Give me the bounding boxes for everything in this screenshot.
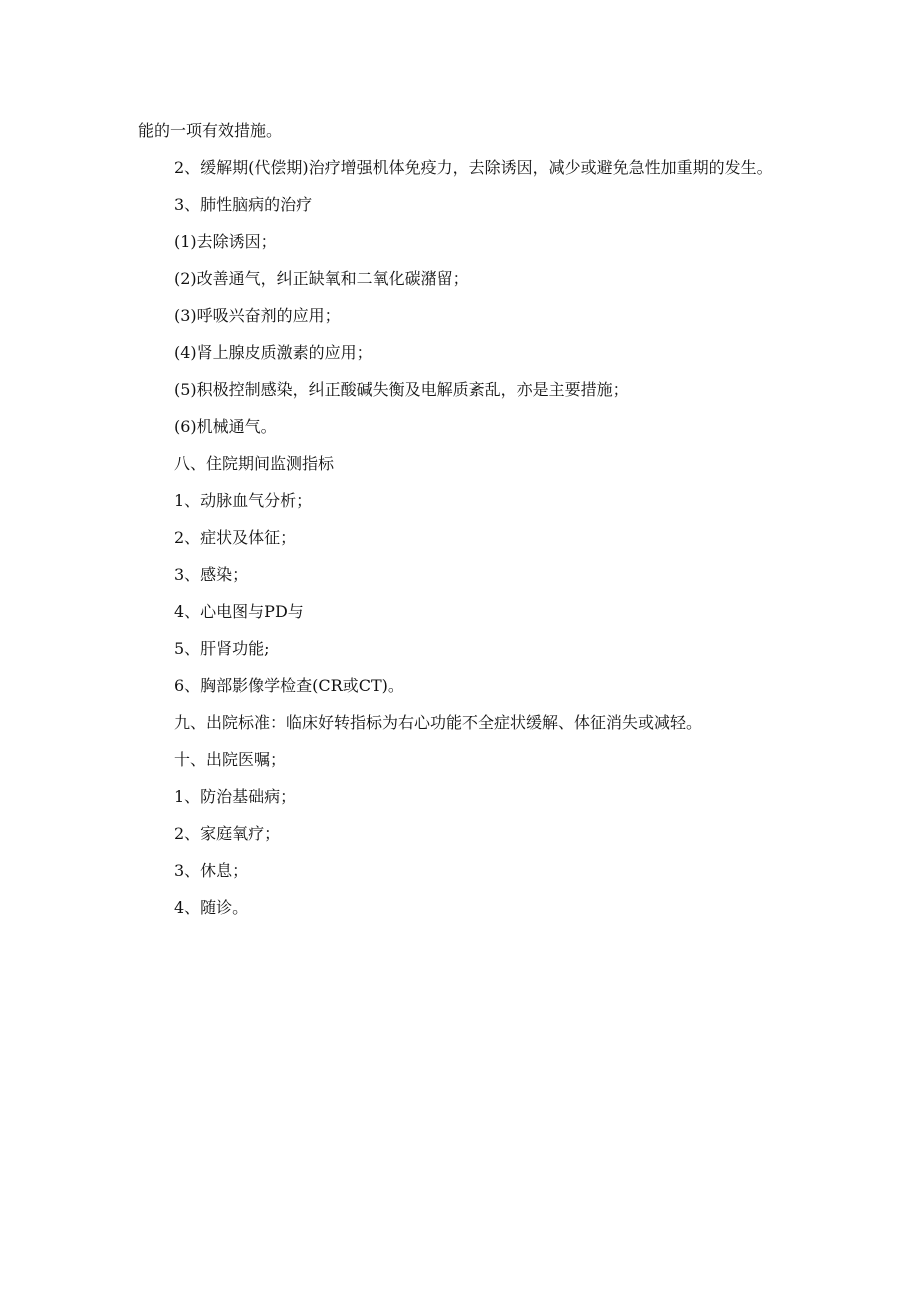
paragraph-heading-pulmonary-encephalopathy: 3、肺性脑病的治疗 (174, 195, 313, 214)
list-item: (1)去除诱因； (174, 232, 277, 251)
list-item: 4、心电图与PD与 (174, 602, 304, 621)
section-heading-monitoring: 八、住院期间监测指标 (174, 454, 335, 473)
list-item: 2、症状及体征； (174, 528, 297, 547)
list-item: 3、感染； (174, 565, 249, 584)
list-item: 3、休息； (174, 861, 249, 880)
list-item: (2)改善通气，纠正缺氧和二氧化碳潴留； (174, 269, 469, 288)
section-heading-discharge-criteria: 九、出院标准：临床好转指标为右心功能不全症状缓解、体征消失或减轻。 (174, 713, 703, 732)
list-item: 2、家庭氧疗； (174, 824, 281, 843)
list-item: (6)机械通气。 (174, 417, 277, 436)
list-item: 5、肝肾功能; (174, 639, 270, 658)
paragraph-continuation: 能的一项有效措施。 (138, 121, 283, 140)
list-item: 4、随诊。 (174, 898, 249, 917)
list-item: 1、动脉血气分析； (174, 491, 313, 510)
list-item: (3)呼吸兴奋剂的应用； (174, 306, 341, 325)
document-body (138, 112, 788, 926)
list-item: (4)肾上腺皮质激素的应用； (174, 343, 373, 362)
list-item: (5)积极控制感染，纠正酸碱失衡及电解质紊乱，亦是主要措施； (174, 380, 629, 399)
paragraph-remission-treatment: 2、缓解期(代偿期)治疗增强机体免疫力，去除诱因，减少或避免急性加重期的发生。 (174, 158, 773, 177)
section-heading-discharge-advice: 十、出院医嘱； (174, 750, 287, 769)
list-item: 6、胸部影像学检查(CR或CT)。 (174, 676, 404, 695)
list-item: 1、防治基础病； (174, 787, 297, 806)
